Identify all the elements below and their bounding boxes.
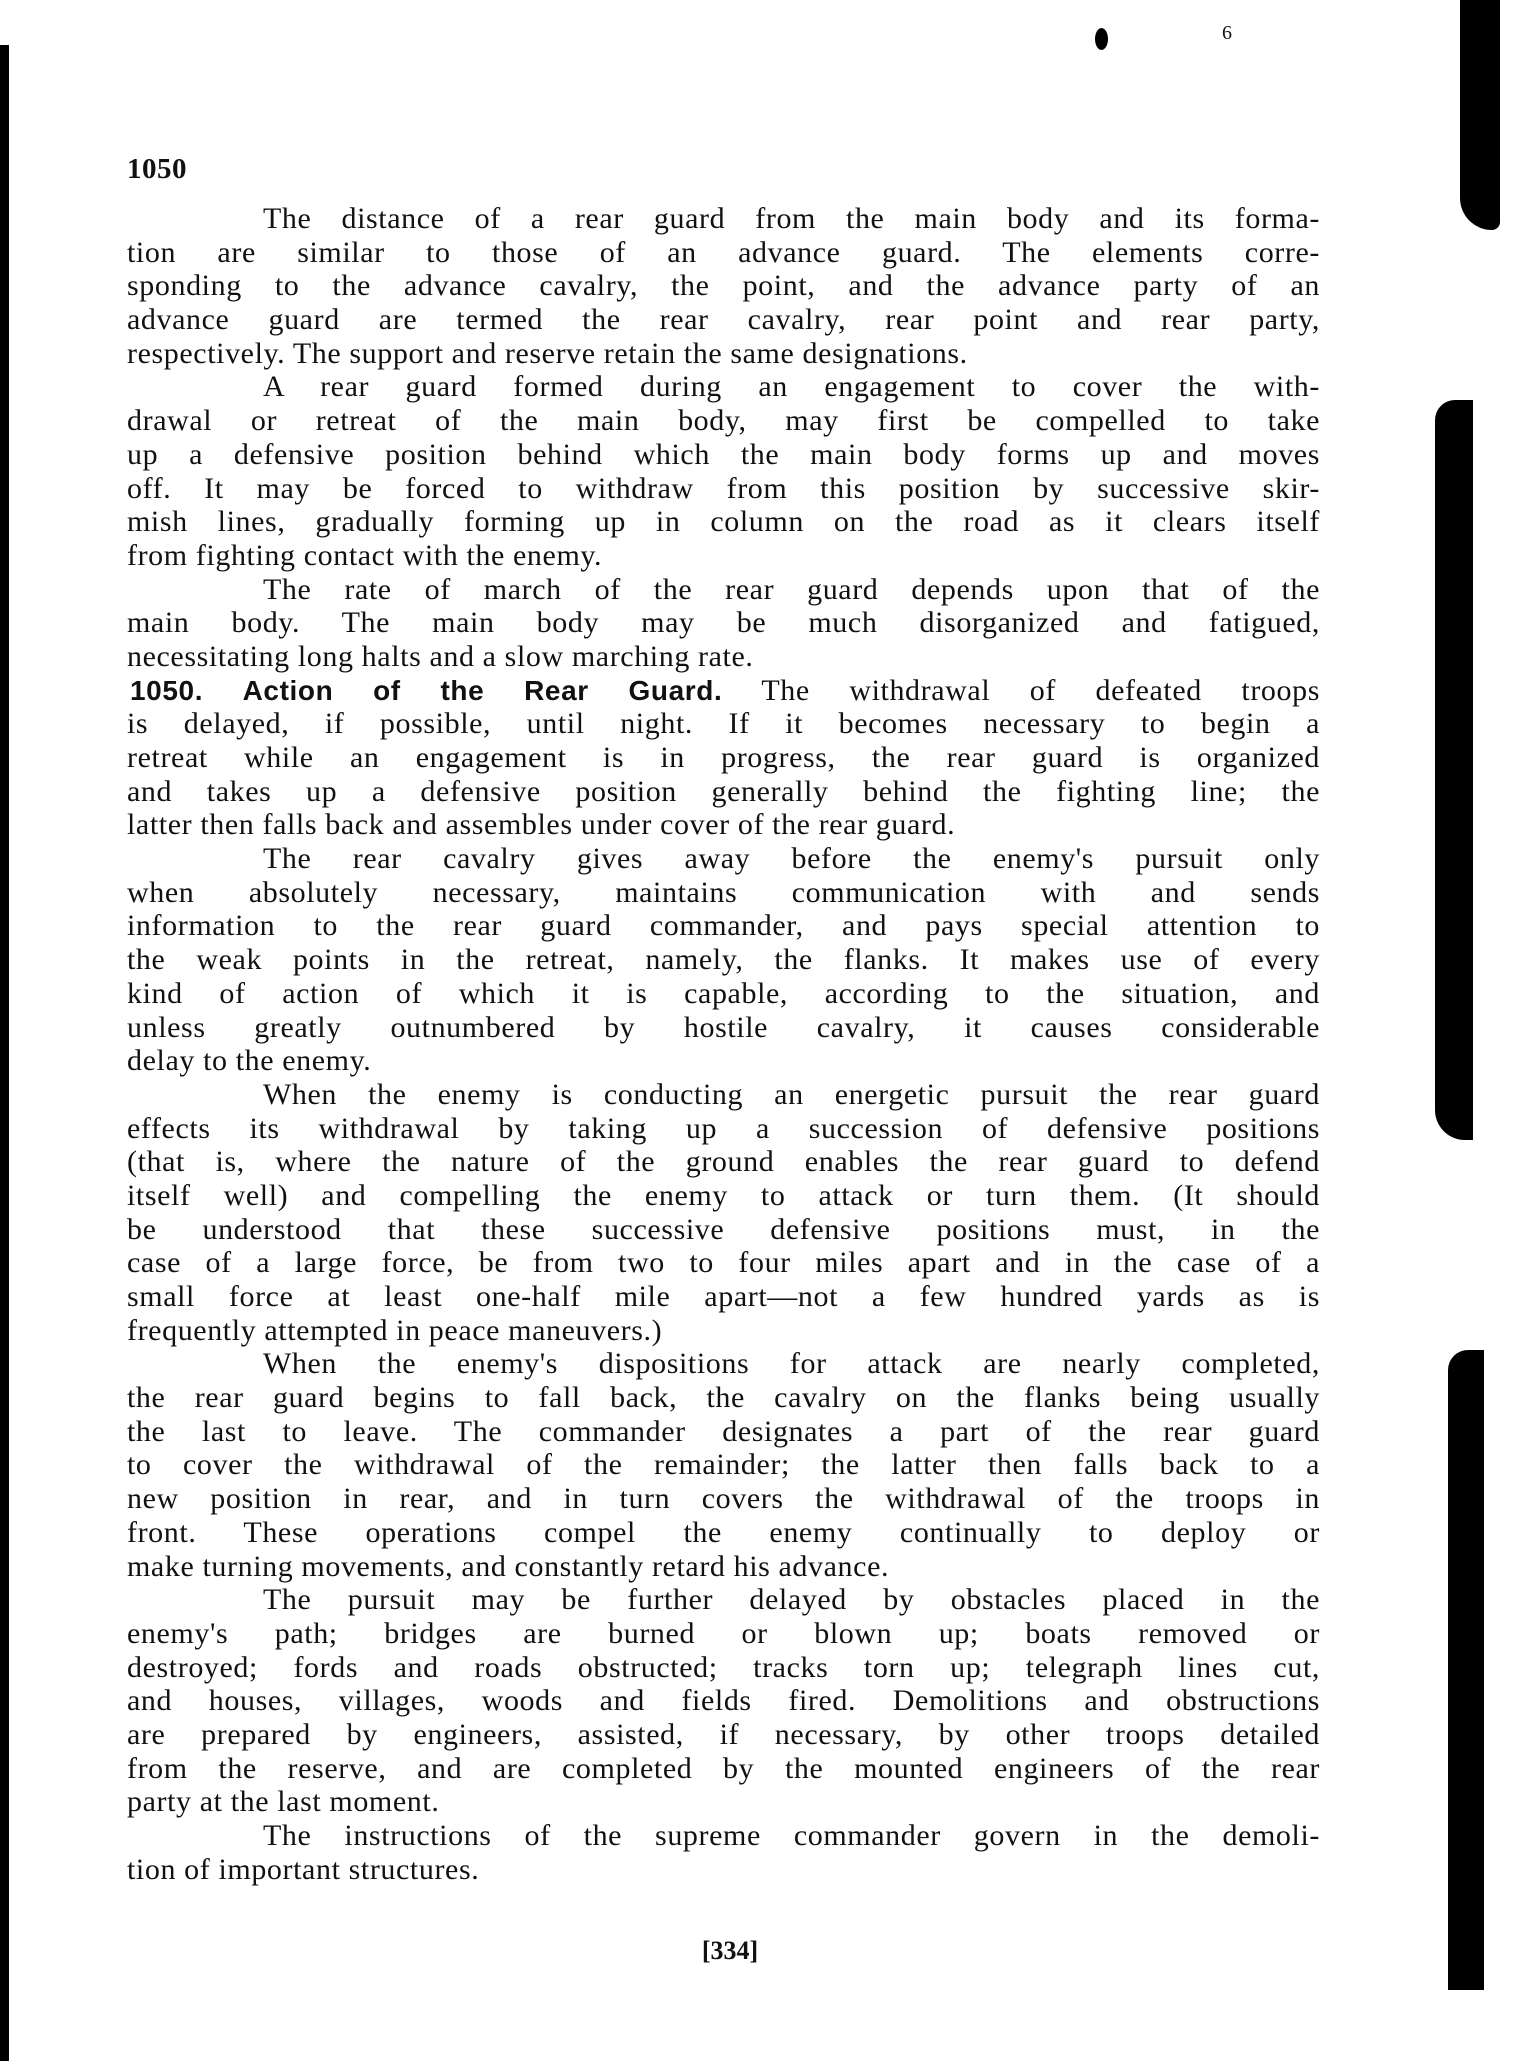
text-line: When the enemy is conducting an energetic pursuit the rear guard — [263, 1077, 1320, 1111]
text-line: The rear cavalry gives away before the enemy's pursuit only — [263, 842, 1320, 876]
text-line: A rear guard formed during an engagement to cover the with- — [263, 370, 1320, 404]
text-line: main body. The main body may be much disorganized and fatigued, — [127, 606, 1320, 640]
text-line: from the reserve, and are completed by the mounted engineers of the rear — [127, 1751, 1320, 1785]
text-line: itself well) and compelling the enemy to attack or turn them. (It should — [127, 1178, 1320, 1212]
text-line: kind of action of which it is capable, according to the situation, and — [127, 976, 1320, 1010]
text-line: delay to the enemy. — [127, 1044, 372, 1078]
text-line: party at the last moment. — [127, 1785, 440, 1819]
text-line: effects its withdrawal by taking up a succession of defensive positions — [127, 1111, 1320, 1145]
text-line: necessitating long halts and a slow marching rate. — [127, 639, 754, 673]
ink-blot — [1095, 28, 1108, 50]
section-heading-line — [127, 674, 1320, 708]
text-line: from fighting contact with the enemy. — [127, 538, 603, 572]
text-line: are prepared by engineers, assisted, if necessary, by other troops detailed — [127, 1717, 1320, 1751]
margin-mark: 6 — [1222, 22, 1232, 44]
text-line: case of a large force, be from two to four miles apart and in the case of a — [127, 1246, 1320, 1280]
text-line: tion are similar to those of an advance guard. The elements corre- — [127, 235, 1320, 269]
section-heading-title: Action of the Rear Guard. — [242, 674, 723, 706]
text-line: When the enemy's dispositions for attack are nearly completed, — [263, 1347, 1320, 1381]
text-line: unless greatly outnumbered by hostile cavalry, it causes considerable — [127, 1010, 1320, 1044]
text-line: information to the rear guard commander, and pays special attention to — [127, 909, 1320, 943]
text-line: frequently attempted in peace maneuvers.) — [127, 1313, 663, 1347]
text-line: The pursuit may be further delayed by obstacles placed in the — [263, 1583, 1320, 1617]
text-line: new position in rear, and in turn covers the withdrawal of the troops in — [127, 1482, 1320, 1516]
text-line: (that is, where the nature of the ground enables the rear guard to defend — [127, 1145, 1320, 1179]
text-line: the rear guard begins to fall back, the cavalry on the flanks being usually — [127, 1381, 1320, 1415]
text-line: and houses, villages, woods and fields fired. Demolitions and obstructions — [127, 1684, 1320, 1718]
text-line: front. These operations compel the enemy continually to deploy or — [127, 1515, 1320, 1549]
text-line: enemy's path; bridges are burned or blown up; boats removed or — [127, 1616, 1320, 1650]
text-line: up a defensive position behind which the main body forms up and moves — [127, 437, 1320, 471]
text-line: sponding to the advance cavalry, the point, and the advance party of an — [127, 269, 1320, 303]
text-line: the weak points in the retreat, namely, the flanks. It makes use of every — [127, 943, 1320, 977]
section-header-number: 1050 — [127, 153, 187, 185]
text-line: The withdrawal of defeated troops — [761, 673, 1320, 707]
text-line: latter then falls back and assembles under cover of the rear guard. — [127, 808, 956, 842]
text-line: to cover the withdrawal of the remainder; the latter then falls back to a — [127, 1448, 1320, 1482]
text-line: when absolutely necessary, maintains communication with and sends — [127, 875, 1320, 909]
text-line: is delayed, if possible, until night. If it becomes necessary to begin a — [127, 707, 1320, 741]
text-line: retreat while an engagement is in progress, the rear guard is organized — [127, 741, 1320, 774]
text-line: the last to leave. The commander designates a part of the rear guard — [127, 1414, 1320, 1448]
page-number: [334] — [701, 1936, 759, 1965]
text-line: advance guard are termed the rear cavalry, rear point and rear party, — [127, 303, 1320, 337]
right-edge-shadow-top — [1460, 0, 1500, 230]
document-body — [127, 202, 1320, 1886]
text-line: make turning movements, and constantly retard his advance. — [127, 1549, 890, 1583]
text-line: and takes up a defensive position generally behind the fighting line; the — [127, 774, 1320, 808]
text-line: mish lines, gradually forming up in column on the road as it clears itself — [127, 505, 1320, 539]
text-line: be understood that these successive defensive positions must, in the — [127, 1212, 1320, 1246]
text-line: small force at least one-half mile apart—not a few hundred yards as is — [127, 1280, 1320, 1313]
text-line: respectively. The support and reserve retain the same designations. — [127, 336, 968, 370]
text-line: drawal or retreat of the main body, may first be compelled to take — [127, 404, 1320, 438]
text-line: The distance of a rear guard from the main body and its forma- — [263, 202, 1320, 235]
right-edge-shadow-mid — [1435, 400, 1473, 1140]
text-line: tion of important structures. — [127, 1852, 480, 1886]
section-heading-number: 1050. — [130, 674, 204, 706]
right-edge-shadow-bottom — [1448, 1350, 1484, 1990]
left-edge-shadow — [0, 45, 9, 2061]
text-line: The instructions of the supreme commander govern in the demoli- — [263, 1819, 1320, 1852]
text-line: The rate of march of the rear guard depends upon that of the — [263, 572, 1320, 606]
text-line: off. It may be forced to withdraw from this position by successive skir- — [127, 471, 1320, 505]
text-line: destroyed; fords and roads obstructed; tracks torn up; telegraph lines cut, — [127, 1650, 1320, 1684]
